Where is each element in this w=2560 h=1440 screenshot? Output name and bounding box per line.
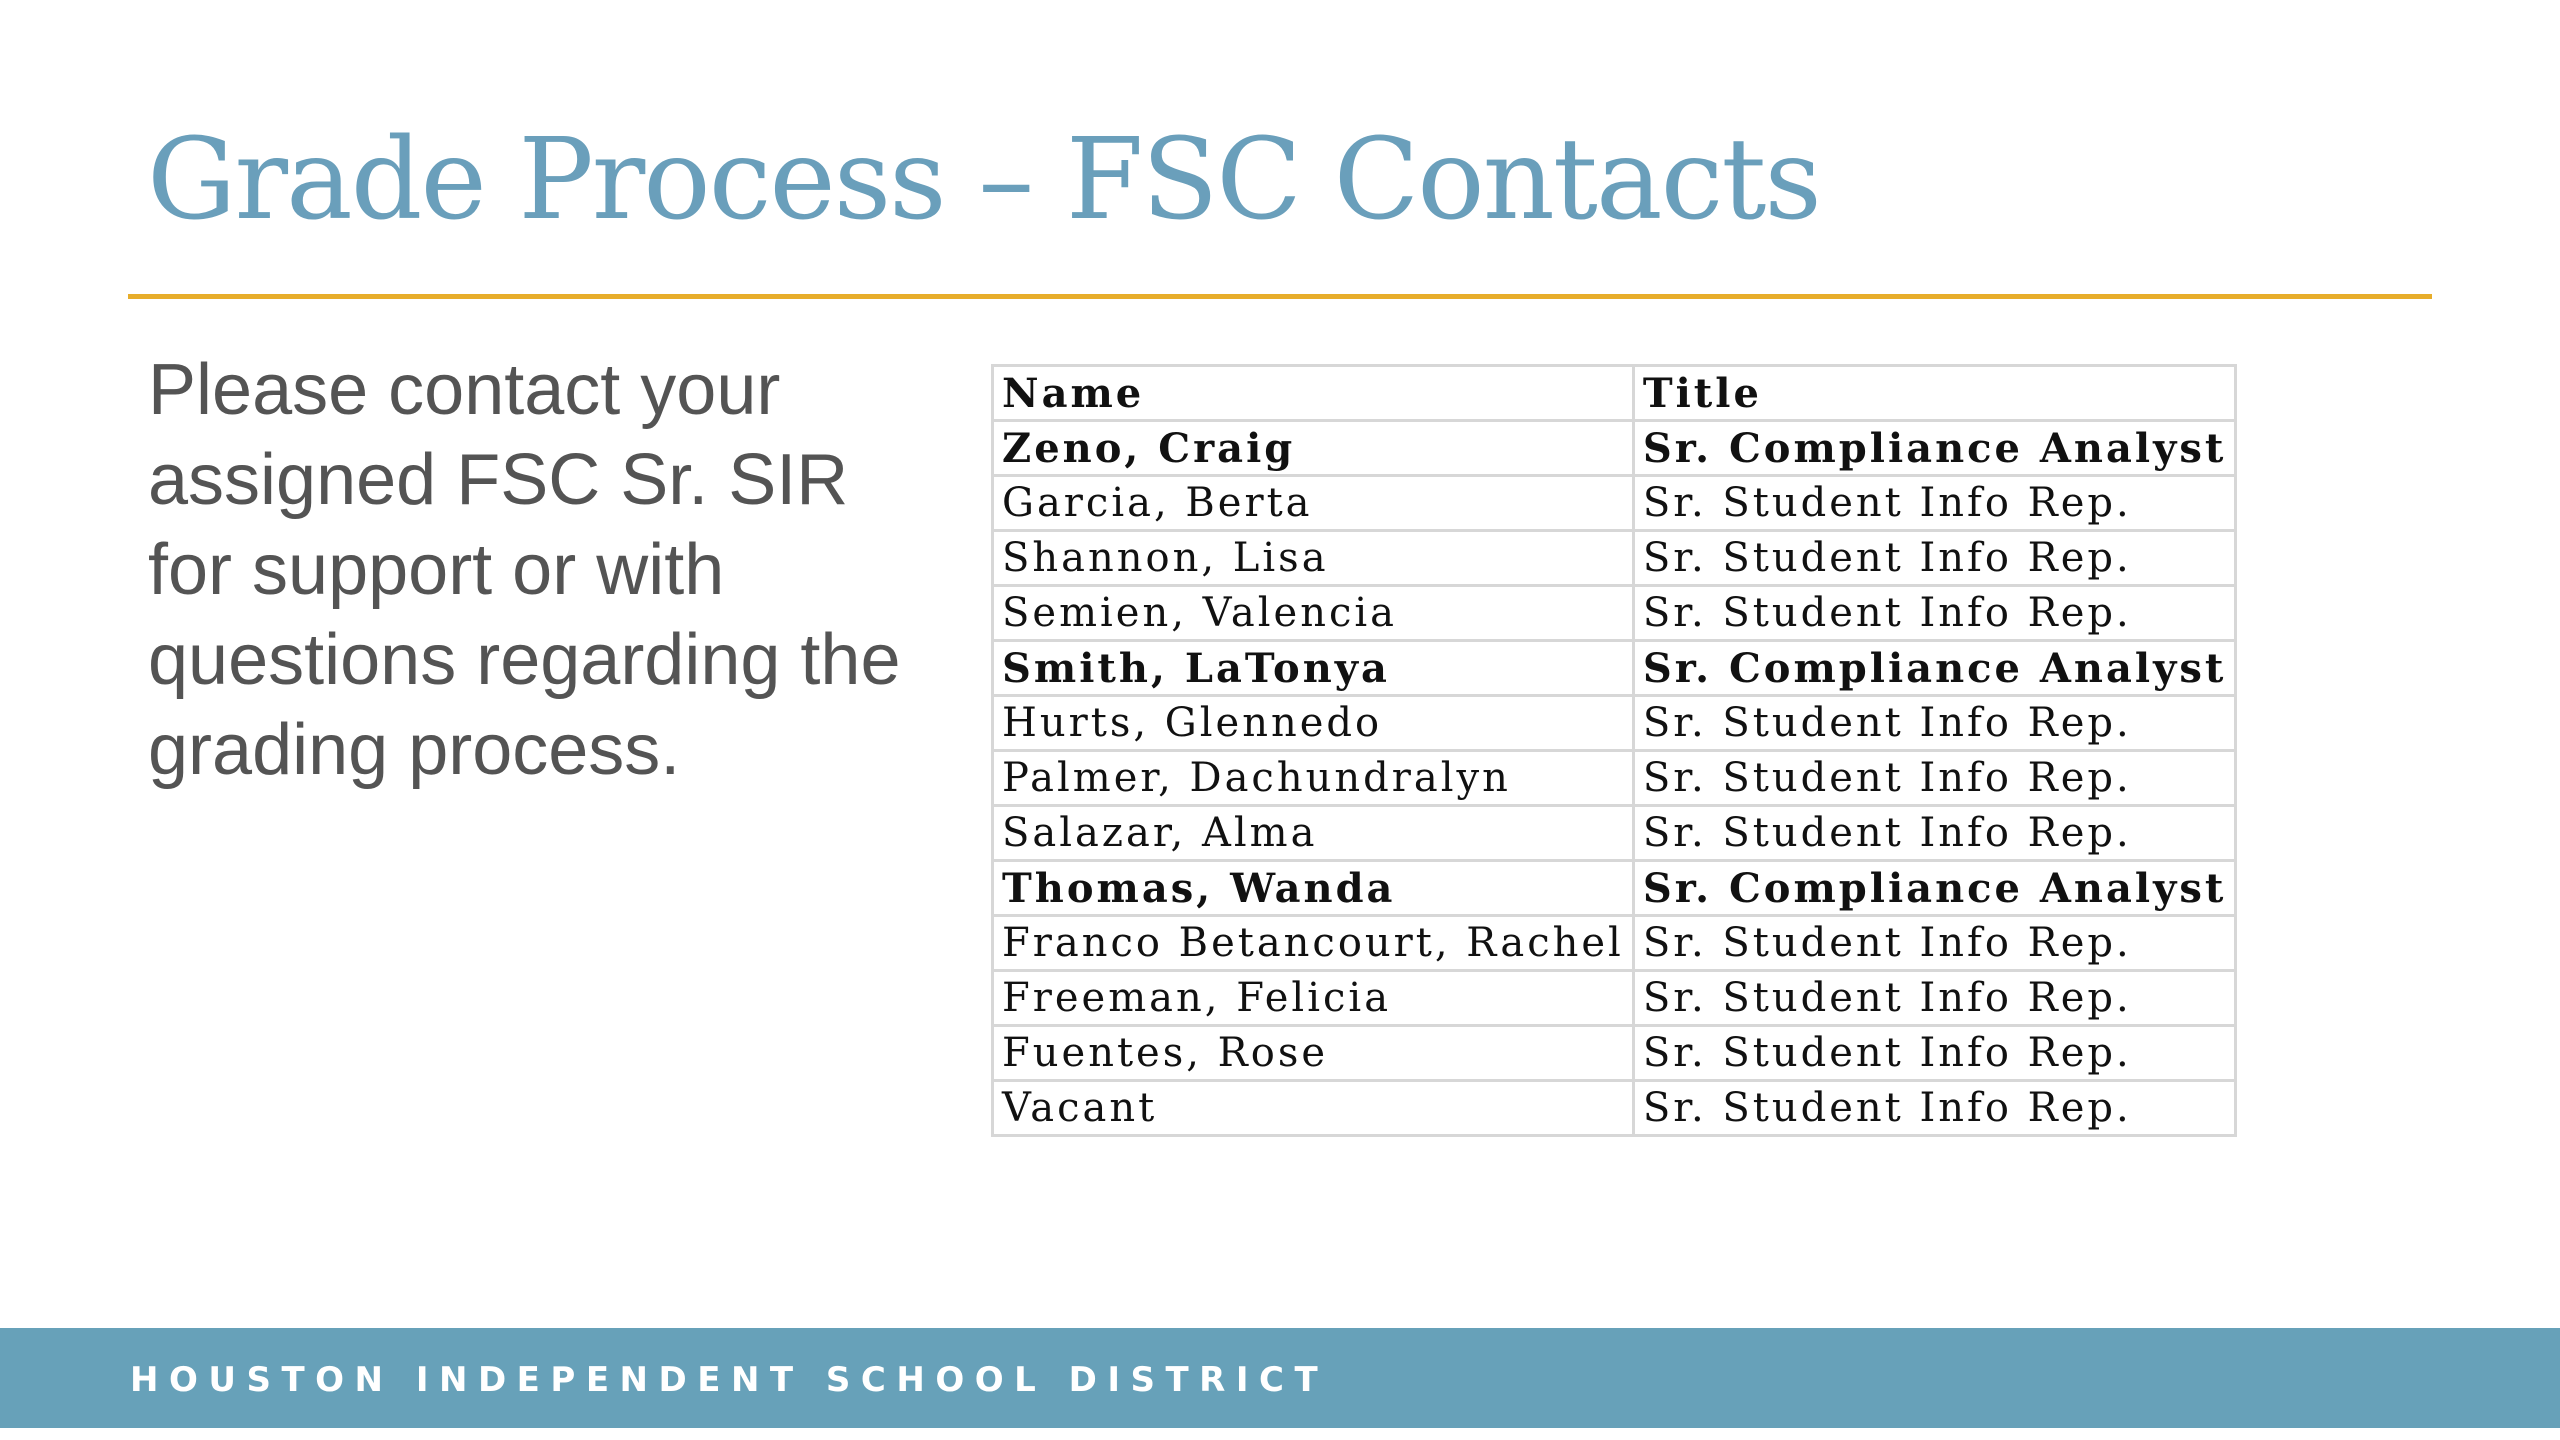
contact-title: Sr. Compliance Analyst: [1633, 641, 2236, 696]
contact-name: Hurts, Glennedo: [993, 696, 1634, 751]
contact-title: Sr. Student Info Rep.: [1633, 971, 2236, 1026]
contact-title: Sr. Student Info Rep.: [1633, 586, 2236, 641]
contact-title: Sr. Student Info Rep.: [1633, 696, 2236, 751]
header-title: Title: [1633, 366, 2236, 421]
table-row: [993, 1026, 2236, 1081]
table-row: [993, 421, 2236, 476]
contact-title: Sr. Student Info Rep.: [1633, 751, 2236, 806]
intro-text: Please contact your assigned FSC Sr. SIR for support or with questions regarding the grading process.: [148, 350, 901, 790]
table-row: [993, 586, 2236, 641]
contact-name: Semien, Valencia: [993, 586, 1634, 641]
slide-title: Grade Process – FSC Contacts: [147, 115, 1820, 245]
table-row: [993, 641, 2236, 696]
table-row: [993, 806, 2236, 861]
contact-title: Sr. Student Info Rep.: [1633, 531, 2236, 586]
footer-bar: [0, 1328, 2560, 1428]
table-row: [993, 476, 2236, 531]
contact-name: Vacant: [993, 1081, 1634, 1136]
contact-title: Sr. Student Info Rep.: [1633, 916, 2236, 971]
contact-title: Sr. Student Info Rep.: [1633, 1026, 2236, 1081]
contact-title: Sr. Student Info Rep.: [1633, 476, 2236, 531]
table-row: [993, 1081, 2236, 1136]
contact-title: Sr. Student Info Rep.: [1633, 806, 2236, 861]
contact-name: Shannon, Lisa: [993, 531, 1634, 586]
table-row: [993, 861, 2236, 916]
contact-name: Freeman, Felicia: [993, 971, 1634, 1026]
table-row: [993, 696, 2236, 751]
table-header-row: [993, 366, 2236, 421]
contact-name: Salazar, Alma: [993, 806, 1634, 861]
contact-name: Zeno, Craig: [993, 421, 1634, 476]
contacts-table: [991, 364, 2237, 1137]
contact-name: Fuentes, Rose: [993, 1026, 1634, 1081]
contact-name: Franco Betancourt, Rachel: [993, 916, 1634, 971]
contact-title: Sr. Compliance Analyst: [1633, 421, 2236, 476]
table-row: [993, 971, 2236, 1026]
footer-district-name: HOUSTON INDEPENDENT SCHOOL DISTRICT: [130, 1360, 1329, 1400]
table-row: [993, 531, 2236, 586]
contact-name: Garcia, Berta: [993, 476, 1634, 531]
table-row: [993, 916, 2236, 971]
contact-name: Thomas, Wanda: [993, 861, 1634, 916]
contact-title: Sr. Student Info Rep.: [1633, 1081, 2236, 1136]
header-name: Name: [993, 366, 1634, 421]
table-row: [993, 751, 2236, 806]
contact-name: Smith, LaTonya: [993, 641, 1634, 696]
contact-name: Palmer, Dachundralyn: [993, 751, 1634, 806]
contact-title: Sr. Compliance Analyst: [1633, 861, 2236, 916]
title-divider: [128, 294, 2432, 299]
